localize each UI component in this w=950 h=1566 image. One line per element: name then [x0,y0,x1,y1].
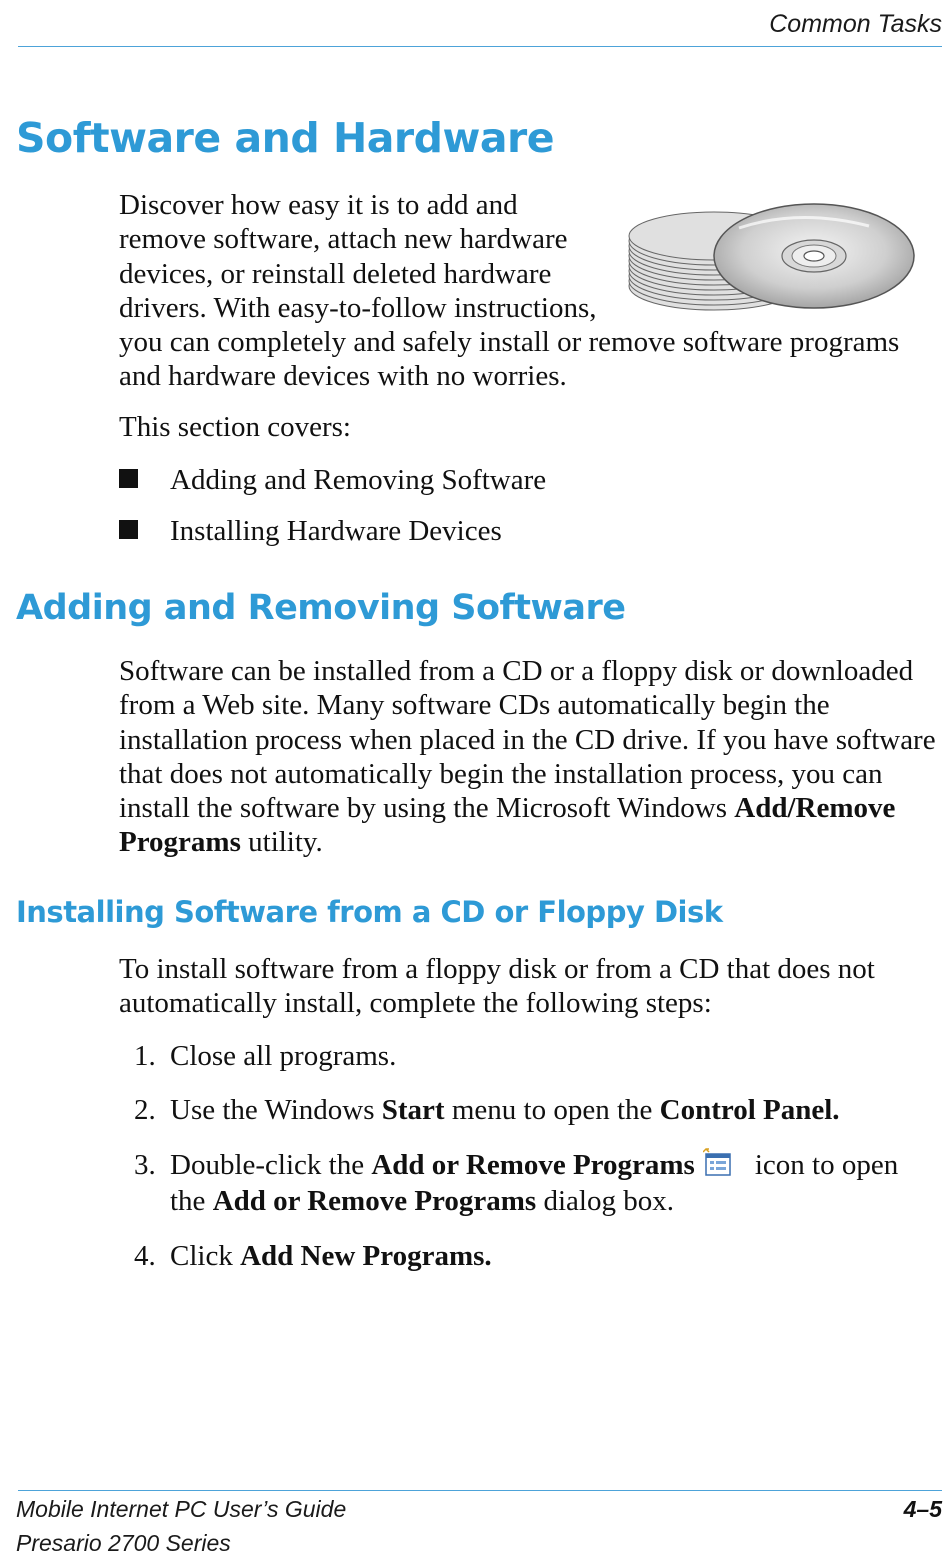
list-item-text: Adding and Removing Software [170,464,547,496]
bullet-square-icon [119,520,138,539]
steps-intro: To install software from a floppy disk or from a CD that does not automatically install, complete the following steps: [119,953,875,1020]
list-item-text: Installing Hardware Devices [170,515,502,547]
step-number: 3. [134,1149,156,1181]
step-bold: Start [381,1094,445,1126]
section-title: Software and Hardware [16,114,555,162]
footer-series: Presario 2700 Series [16,1530,231,1556]
step-bold: Add or Remove Programs [212,1185,537,1217]
step-bold: Add or Remove Programs [371,1149,695,1181]
header-section-title: Common Tasks [769,10,942,38]
step-continuation [170,1183,674,1219]
step-item [134,1238,492,1274]
step-item [134,1147,899,1217]
add-remove-programs-icon [703,1148,733,1178]
bullet-square-icon [119,469,138,488]
intro-block [119,188,919,394]
utility-name: Add/Remove Programs [119,792,896,859]
step-text: Click [170,1240,241,1272]
footer-rule [18,1490,942,1491]
paragraph-text: Software can be installed from a CD or a floppy disk or downloaded from a Web site. Many software CDs automatically begin the installation process when placed in the CD drive. If you have software that does not automatically begin the installation process, you can install the software by using the Microsoft Windows [119,655,936,825]
software-paragraph [119,654,949,860]
covers-lead: This section covers: [119,411,351,443]
step-number: 2. [134,1094,156,1126]
step-item [134,1092,840,1128]
subsubsection-heading: Installing Software from a CD or Floppy Disk [16,895,723,929]
step-text: Double-click the [170,1149,372,1181]
step-bold: Add New Programs. [240,1240,492,1272]
paragraph-text: utility. [240,826,323,859]
step-text: Use the Windows [170,1094,382,1126]
cd-stack-illustration [619,188,919,324]
step-number: 4. [134,1240,156,1272]
intro-paragraph: Discover how easy it is to add and remove software, attach new hardware devices, or reinstall deleted hardware drivers. With easy-to-follow instructions, you can completely and safely install or remove software programs and hardware devices with no worries. [119,189,900,393]
header-rule [18,46,942,47]
step-text: icon to open [754,1149,899,1181]
footer-guide-title: Mobile Internet PC User’s Guide [16,1496,347,1522]
step-text: dialog box. [536,1185,674,1217]
step-number: 1. [134,1040,156,1072]
subsection-heading: Adding and Removing Software [16,588,626,628]
step-text: menu to open the [444,1094,660,1126]
step-bold: Control Panel. [659,1094,840,1126]
page-number: 4–5 [903,1496,942,1522]
step-item [134,1038,396,1074]
step-text: the [170,1185,213,1217]
step-text: Close all programs. [170,1040,397,1072]
